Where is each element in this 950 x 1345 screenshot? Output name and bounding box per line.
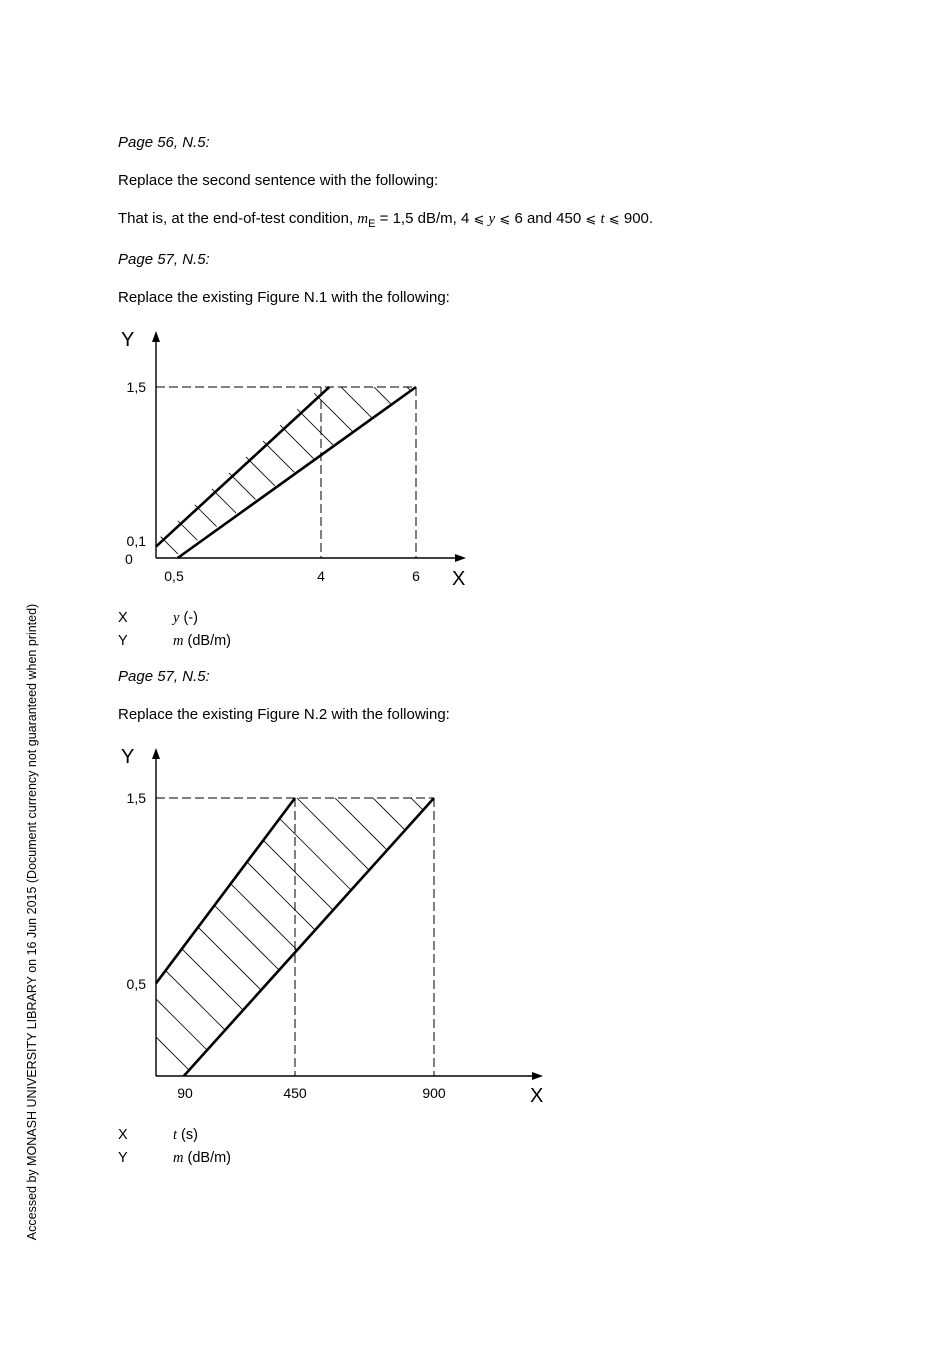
legend-key: X — [118, 610, 128, 626]
instruction-3: Replace the existing Figure N.2 with the following: — [118, 706, 450, 723]
hatch-line — [0, 780, 138, 1095]
fig1-x-tick-0-5: 0,5 — [164, 568, 184, 584]
eq-le-3: ⩽ — [585, 212, 597, 227]
hatch-line — [317, 780, 632, 1095]
instruction-2: Replace the existing Figure N.1 with the following: — [118, 289, 450, 306]
eq-prefix: That is, at the end-of-test condition, — [118, 210, 358, 227]
legend-symbol: m — [173, 633, 184, 649]
fig1-y-tick-1-5: 1,5 — [126, 379, 146, 395]
legend-key: X — [118, 1127, 128, 1143]
hatch-line — [469, 780, 784, 1095]
legend-unit: (s) — [177, 1127, 198, 1143]
hatch-line — [127, 780, 442, 1095]
hatch-line — [393, 780, 708, 1095]
fig2-upper-limit-line — [156, 798, 295, 983]
hatch-line — [0, 780, 100, 1095]
fig2-x-axis-name: X — [530, 1085, 544, 1107]
legend-symbol: y — [173, 610, 180, 626]
hatch-line — [241, 780, 556, 1095]
hatch-line — [431, 780, 746, 1095]
fig2-x-tick-90: 90 — [177, 1085, 193, 1101]
hatch-line — [89, 780, 404, 1095]
fig2-y-tick-1-5: 1,5 — [126, 790, 146, 806]
hatch-line — [13, 780, 328, 1095]
eq-y-symbol: y — [488, 211, 496, 227]
hatch-line — [0, 780, 176, 1095]
fig2-lower-limit-line — [184, 798, 434, 1076]
fig2-legend-y — [118, 1149, 231, 1167]
eq-mid2: 6 and 450 — [510, 210, 586, 227]
legend-key: Y — [118, 1150, 128, 1166]
legend-key: Y — [118, 633, 128, 649]
legend-symbol: m — [173, 1150, 184, 1166]
fig2-legend-x — [118, 1126, 198, 1144]
eq-le-4: ⩽ — [608, 212, 620, 227]
page-reference-2: Page 57, N.5: — [118, 251, 210, 268]
fig2-x-tick-900: 900 — [422, 1085, 446, 1101]
fig2-x-arrow-icon — [532, 1072, 543, 1080]
fig1-y-axis-name: Y — [121, 329, 135, 351]
fig2-x-tick-450: 450 — [283, 1085, 307, 1101]
eq-end: 900. — [619, 210, 654, 227]
fig1-y-tick-0-1: 0,1 — [126, 533, 146, 549]
eq-m-symbol: m — [357, 211, 369, 227]
legend-unit: (dB/m) — [183, 1150, 232, 1166]
fig2-y-axis-name: Y — [121, 746, 135, 768]
hatch-line — [279, 780, 594, 1095]
eq-t-symbol: t — [600, 211, 605, 227]
hatch-line — [0, 780, 252, 1095]
hatch-line — [203, 780, 518, 1095]
page-reference-3: Page 57, N.5: — [118, 668, 210, 685]
instruction-1: Replace the second sentence with the following: — [118, 172, 439, 189]
hatch-line — [165, 780, 480, 1095]
access-notice: Accessed by MONASH UNIVERSITY LIBRARY on 16 Jun 2015 (Document currency not guaranteed when printed) — [25, 603, 39, 1241]
eq-subscript: E — [368, 218, 376, 230]
hatch-line — [507, 780, 822, 1095]
fig1-x-axis-name: X — [452, 568, 466, 590]
fig1-x-tick-4: 4 — [317, 568, 325, 584]
hatch-line — [355, 780, 670, 1095]
eq-le-1: ⩽ — [473, 212, 485, 227]
eq-mid1: = 1,5 dB/m, 4 — [375, 210, 474, 227]
fig2-y-arrow-icon — [152, 748, 160, 759]
hatch-line — [0, 780, 214, 1095]
eq-le-2: ⩽ — [499, 212, 511, 227]
legend-symbol: t — [173, 1127, 178, 1143]
page-reference-1: Page 56, N.5: — [118, 134, 210, 151]
fig1-y-tick-0: 0 — [125, 551, 133, 567]
fig2-y-tick-0-5: 0,5 — [126, 976, 146, 992]
legend-unit: (-) — [179, 610, 198, 626]
fig1-x-tick-6: 6 — [412, 568, 420, 584]
legend-unit: (dB/m) — [183, 633, 232, 649]
